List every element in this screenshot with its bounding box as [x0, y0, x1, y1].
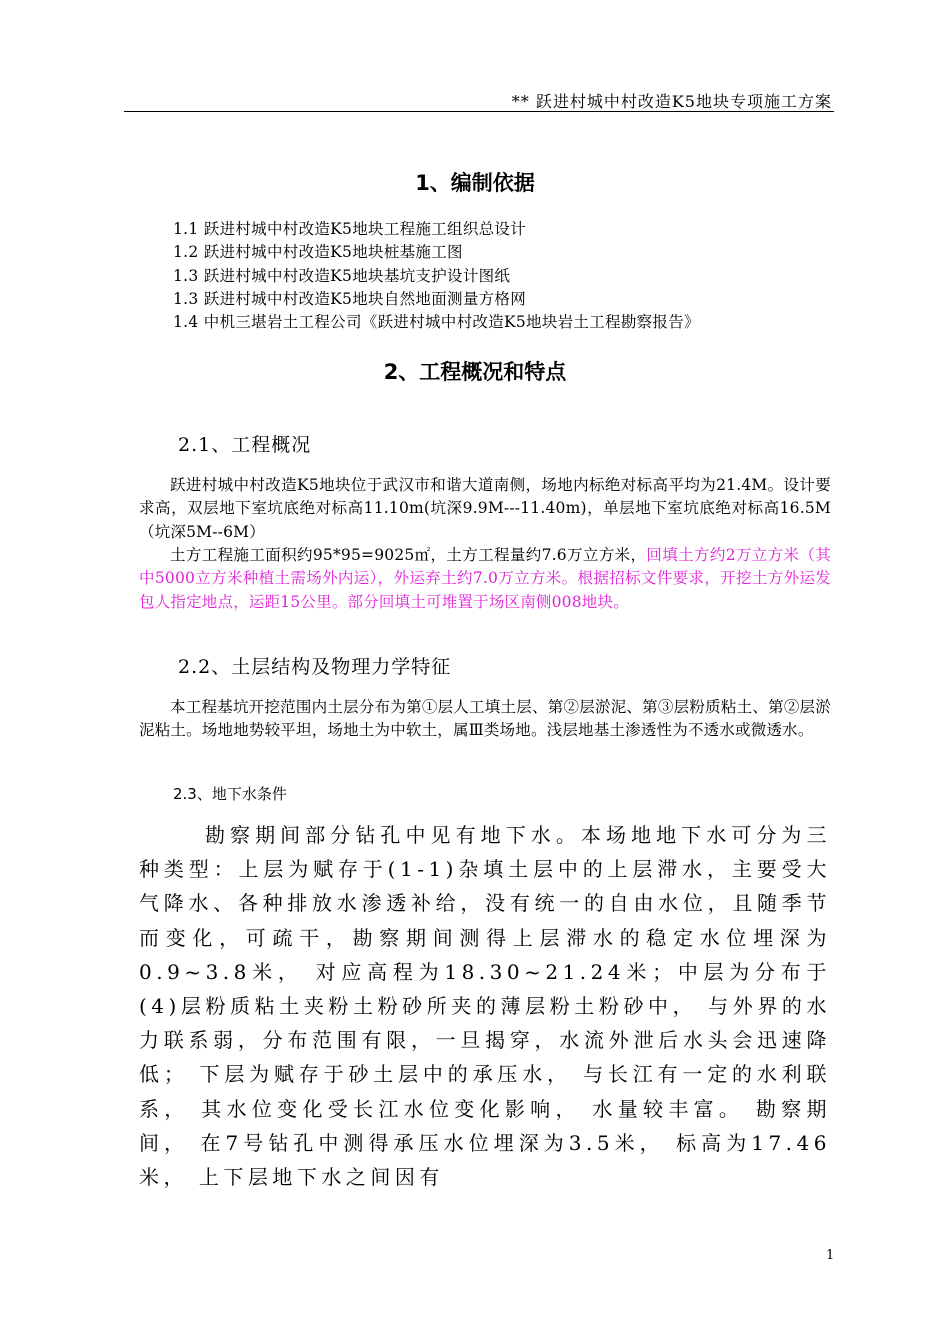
subsection-2-2-heading: 2.2、土层结构及物理力学特征	[178, 656, 452, 678]
reference-item: 1.3 跃进村城中村改造K5地块自然地面测量方格网	[173, 289, 527, 308]
page-number: 1	[826, 1248, 835, 1263]
reference-item: 1.3 跃进村城中村改造K5地块基坑支护设计图纸	[173, 266, 511, 285]
reference-list	[173, 218, 700, 334]
overview-paragraph: 跃进村城中村改造K5地块位于武汉市和谐大道南侧，场地内标绝对标高平均为21.4M。设计要求高，双层地下室坑底绝对标高11.10m(坑深9.9M---11.40m)，单层地下室坑底绝对标高16.5M（坑深5M--6M）	[139, 476, 831, 541]
groundwater-paragraph: 勘察期间部分钻孔中见有地下水。本场地地下水可分为三种类型：上层为赋存于(1-1)杂填土层中的上层滞水，主要受大气降水、各种排放水渗透补给，没有统一的自由水位，且随季节而变化，可疏干，勘察期间测得上层滞水的稳定水位埋深为0.9~3.8米， 对应高程为18.30~21.24米；中层为分布于(4)层粉质粘土夹粉土粉砂所夹的薄层粉土粉砂中， 与外界的水力联系弱，分布范围有限，一旦揭穿，水流外泄后水头会迅速降低； 下层为赋存于砂土层中的承压水， 与长江有一定的水利联系， 其水位变化受长江水位变化影响， 水量较丰富。 勘察期间， 在7号钻孔中测得承压水位埋深为3.5米， 标高为17.46米， 上下层地下水之间因有	[139, 823, 831, 1190]
reference-item: 1.2 跃进村城中村改造K5地块桩基施工图	[173, 243, 463, 262]
running-header-title: ** 跃进村城中村改造K5地块专项施工方案	[511, 92, 832, 111]
earthwork-paragraph	[139, 544, 831, 614]
earthwork-text: 土方工程施工面积约95*95=9025㎡，土方工程量约7.6万立方米，	[170, 546, 647, 564]
section-1-heading: 1、编制依据	[415, 171, 535, 195]
reference-item: 1.1 跃进村城中村改造K5地块工程施工组织总设计	[173, 220, 527, 238]
reference-item: 1.4 中机三堪岩土工程公司《跃进村城中村改造K5地块岩土工程勘察报告》	[173, 313, 700, 332]
subsection-2-1-heading: 2.1、工程概况	[178, 434, 312, 456]
earthwork-highlight-text: 回填土方约2万立方米（其中5000立方米种植土需场外内运），外运弃土约7.0万立方米。根据招标文件要求，开挖土方外运发包人指定地点，运距15公里。部分回填土可堆置于场区南侧008地块。	[139, 546, 831, 611]
subsection-2-3-heading: 2.3、地下水条件	[173, 785, 287, 803]
section-2-heading: 2、工程概况和特点	[383, 360, 567, 384]
soil-layer-paragraph: 本工程基坑开挖范围内土层分布为第①层人工填土层、第②层淤泥、第③层粉质粘土、第②层淤泥粘土。场地地势较平坦，场地土为中软土，属Ⅲ类场地。浅层地基土渗透性为不透水或微透水。	[139, 698, 831, 740]
header-rule	[124, 111, 834, 112]
